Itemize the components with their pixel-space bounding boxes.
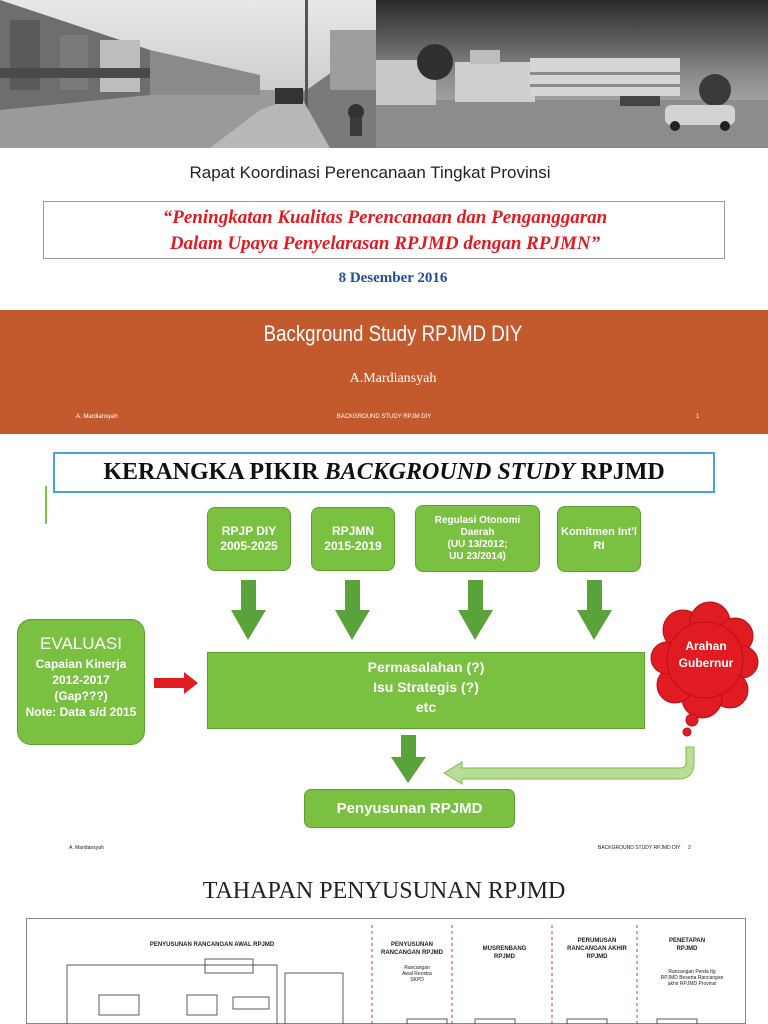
framework-title <box>55 459 713 486</box>
issues-line-3: etc <box>415 699 437 715</box>
stage-2-box-line-1: Rancangan <box>404 965 430 971</box>
cloud-label <box>656 638 756 672</box>
stage-5-box <box>647 969 737 987</box>
evaluasi-line-2: 2012-2017 <box>52 673 110 687</box>
rpjmn-line-1: RPJMN <box>331 524 374 538</box>
issues-line-2: Isu Strategis (?) <box>373 679 479 695</box>
input-box-komitmen <box>557 506 641 572</box>
stage-4-heading-line-3: RPJMD <box>586 954 608 960</box>
framework-title-box <box>53 452 715 493</box>
title-slide <box>0 310 768 434</box>
stage-2-heading-line-2: RANCANGAN RPJMD <box>380 950 443 956</box>
footer-author: A. Mardiansyah <box>76 414 118 420</box>
stages-title: TAHAPAN PENYUSUNAN RPJMD <box>202 878 566 904</box>
stage-3-heading-line-1: MUSRENBANG <box>482 946 527 952</box>
title-italic-part: BACKGROUND STUDY <box>324 459 575 485</box>
stage-2-heading-line-1: PENYUSUNAN <box>390 942 433 948</box>
input-box-rpjp-diy <box>207 507 291 571</box>
evaluasi-line-4: Note: Data s/d 2015 <box>25 705 137 719</box>
stage-2-box-line-2: Awal Renstra <box>402 971 432 977</box>
stage-4-heading-line-2: RANCANGAN AKHIR <box>567 946 627 952</box>
stage-4-heading-line-1: PERUMUSAN <box>577 938 617 944</box>
issues-line-1: Permasalahan (?) <box>367 659 485 675</box>
evaluasi-box <box>17 619 145 745</box>
input-box-rpjmn <box>311 507 395 571</box>
evaluasi-line-3: (Gap???) <box>54 689 108 703</box>
footer-page-number: 2 <box>688 845 691 851</box>
stage-2-box-line-3: SKPD <box>410 977 424 983</box>
stage-4-heading <box>557 937 637 961</box>
down-arrow-icon <box>577 580 612 640</box>
cloud-line-2: Gubernur <box>678 656 734 670</box>
stage-5-heading <box>647 937 727 953</box>
historic-street-photos <box>0 0 768 148</box>
accent-line <box>44 486 48 524</box>
output-box-penyusunan: Penyusunan RPJMD <box>304 789 515 828</box>
stage-5-box-line-3: akhir RPJMD Provinsi <box>667 981 717 987</box>
down-arrow-icon <box>391 735 426 783</box>
regulasi-line-2: Daerah <box>460 526 495 538</box>
slide-title: Background Study RPJMD DIY <box>263 321 523 346</box>
theme-line-1: “Peningkatan Kualitas Perencanaan dan Penganggaran <box>162 207 608 228</box>
regulasi-line-3: (UU 13/2012; <box>447 538 508 550</box>
stage-5-heading-line-2: RPJMD <box>676 946 698 952</box>
regulasi-line-1: Regulasi Otonomi <box>434 514 521 526</box>
down-arrow-icon <box>335 580 370 640</box>
down-arrow-icon <box>458 580 493 640</box>
komitmen-line-1: Komitmen Int'l <box>561 526 637 538</box>
theme-box <box>43 201 725 259</box>
rpjp-line-1: RPJP DIY <box>221 524 277 538</box>
title-part-2: RPJMD <box>574 459 665 485</box>
input-box-regulasi <box>415 505 540 572</box>
regulasi-line-4: UU 23/2014) <box>449 550 506 562</box>
footer-author: A. Mardiansyah <box>69 845 104 851</box>
stage-5-box-line-2: RPJMD Beserta Rancangan <box>660 975 724 981</box>
stage-1-heading: PENYUSUNAN RANCANGAN AWAL RPJMD <box>149 942 275 948</box>
komitmen-line-2: RI <box>593 540 605 552</box>
convergence-arrows <box>380 735 700 787</box>
author-name: A.Mardiansyah <box>349 371 437 386</box>
stage-2-box <box>387 965 447 983</box>
theme-line-2: Dalam Upaya Penyelarasan RPJMD dengan RPJMN” <box>169 233 601 254</box>
footer-page-number: 1 <box>696 414 700 420</box>
stage-3-heading <box>467 945 542 961</box>
cloud-line-1: Arahan <box>685 639 727 653</box>
stages-diagram <box>26 918 746 1024</box>
meeting-date: 8 Desember 2016 <box>338 270 448 286</box>
rpjp-line-2: 2005-2025 <box>220 539 278 553</box>
stage-2-heading <box>377 941 447 957</box>
stage-3-heading-line-2: RPJMD <box>493 954 515 960</box>
stage-5-box-line-1: Rancangan Perda ttg <box>668 969 716 975</box>
stage-5-heading-line-1: PENETAPAN <box>668 938 706 944</box>
rpjmn-line-2: 2015-2019 <box>324 539 382 553</box>
down-arrow-icon <box>231 580 266 640</box>
evaluasi-heading: EVALUASI <box>40 634 122 653</box>
issues-box <box>207 652 645 729</box>
right-arrow-icon <box>154 672 200 694</box>
footer-title: BACKGROUND STUDY RPJM DIY <box>336 414 432 420</box>
meeting-subtitle: Rapat Koordinasi Perencanaan Tingkat Provinsi <box>189 163 551 182</box>
footer-title: BACKGROUND STUDY RPJMD DIY <box>598 845 681 851</box>
evaluasi-line-1: Capaian Kinerja <box>35 657 127 671</box>
title-part-1: KERANGKA PIKIR <box>103 459 325 485</box>
